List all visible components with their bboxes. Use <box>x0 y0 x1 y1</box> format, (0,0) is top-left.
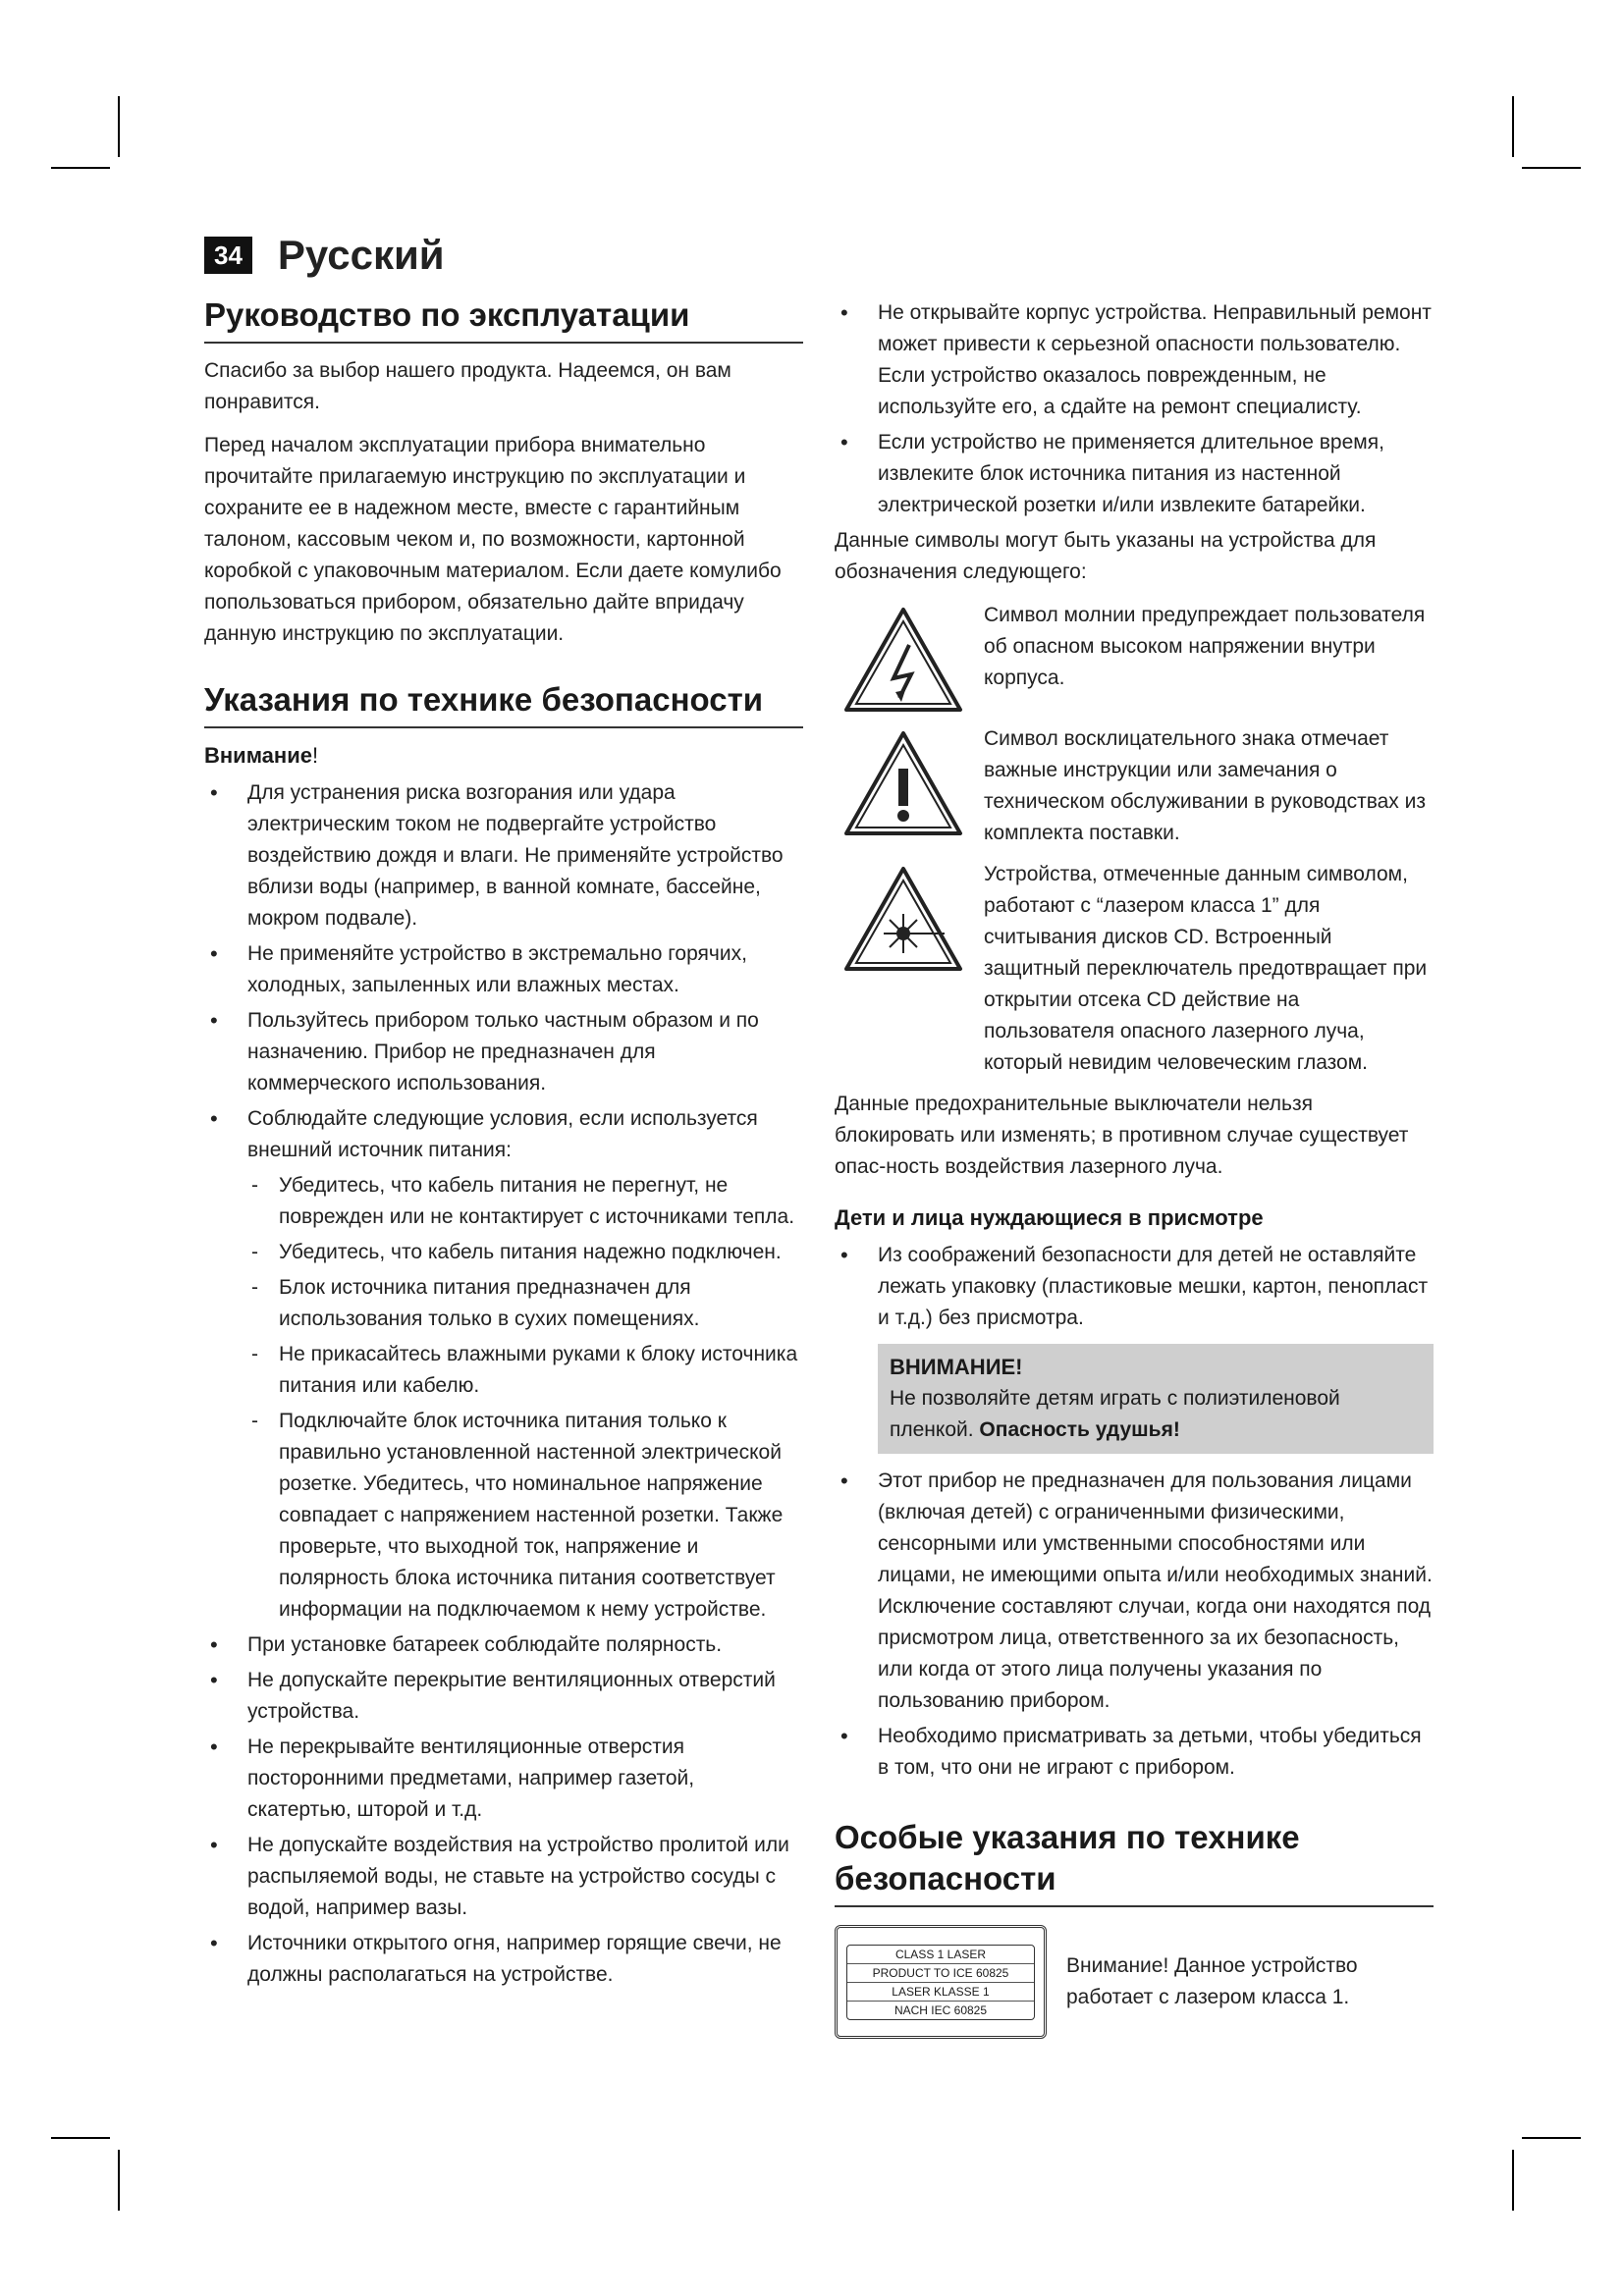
list-item: • Не допускайте воздействия на устройство пролитой или распыляемой воды, не ставьте на устройство сосуды с водой, например вазы. <box>204 1830 803 1924</box>
page-number: 34 <box>204 237 252 274</box>
power-supply-list <box>204 1170 803 1626</box>
list-item: - Блок источника питания предназначен для использования только в сухих помещениях. <box>204 1272 803 1335</box>
symbol-row <box>835 859 1434 1079</box>
safety-heading: Указания по технике безопасности <box>204 679 803 728</box>
symbol-description: Символ молнии предупреждает пользователя об опасном высоком напряжении внутри корпуса. <box>984 604 1426 689</box>
manual-heading: Руководство по эксплуатации <box>204 294 803 344</box>
crop-mark <box>1522 2137 1581 2139</box>
warning-title: ВНИМАНИЕ! <box>890 1355 1023 1379</box>
warning-body <box>890 1383 1422 1446</box>
language-title: Русский <box>277 232 445 278</box>
list-item: • Из соображений безопасности для детей не оставляйте лежать упаковку (пластиковые мешки, картон, пенопласт и т.д.) без присмотра. <box>835 1240 1434 1334</box>
special-safety-heading: Особые указания по технике безопасности <box>835 1817 1434 1907</box>
intro-paragraph-1: Спасибо за выбор нашего продукта. Надеемся, он вам понравится. <box>204 359 731 413</box>
list-item: • При установке батареек соблюдайте полярность. <box>204 1629 803 1661</box>
list-item: - Убедитесь, что кабель питания не перегнут, не поврежден или не контактирует с источниками тепла. <box>204 1170 803 1233</box>
list-item: • Если устройство не применяется длительное время, извлеките блок источника питания из настенной электрической розетки и/или извлеките батарейки. <box>835 427 1434 521</box>
laser-warning-icon <box>835 859 972 973</box>
symbol-row <box>835 723 1434 849</box>
crop-mark <box>51 2137 110 2139</box>
warning-emphasis: Опасность удушья! <box>979 1418 1180 1441</box>
safety-list-1 <box>204 777 803 1166</box>
symbol-row <box>835 600 1434 714</box>
crop-mark <box>1512 96 1514 157</box>
crop-mark <box>51 167 110 169</box>
children-list-2 <box>835 1466 1434 1784</box>
crop-mark <box>1512 2150 1514 2211</box>
list-item: - Не прикасайтесь влажными руками к блоку источника питания или кабелю. <box>204 1339 803 1402</box>
laser-class-label <box>835 1925 1047 2039</box>
safety-list-2 <box>204 1629 803 1991</box>
label-line: CLASS 1 LASER <box>847 1946 1034 1964</box>
laser-label-block <box>835 1925 1434 2039</box>
list-item: - Убедитесь, что кабель питания надежно подключен. <box>204 1237 803 1268</box>
list-item: • Необходимо присматривать за детьми, чтобы убедиться в том, что они не играют с прибором. <box>835 1721 1434 1784</box>
list-item: • Не применяйте устройство в экстремально горячих, холодных, запыленных или влажных местах. <box>204 938 803 1001</box>
list-item: - Подключайте блок источника питания только к правильно установленной настенной электрической розетке. Убедитесь, что номинальное напряжение совпадает с напряжением настенной розетки. Также проверьте, что выходной ток, напряжение и полярность блока источника питания соответствует информации на подключаемом к нему устройстве. <box>204 1406 803 1626</box>
crop-mark <box>118 2150 120 2211</box>
crop-mark <box>118 96 120 157</box>
warning-text: Не позволяйте детям играть с полиэтиленовой пленкой. <box>890 1387 1340 1441</box>
laser-note: Внимание! Данное устройство работает с лазером класса 1. <box>1066 1954 1358 2008</box>
children-list-1 <box>835 1240 1434 1334</box>
list-item: • Для устранения риска возгорания или удара электрическим током не подвергайте устройство воздействию дождя и влаги. Не применяйте устройство вблизи воды (например, в ванной комнате, бассейне, мокром подвале). <box>204 777 803 934</box>
list-item: • Не перекрывайте вентиляционные отверстия посторонними предметами, например газетой, скатертью, шторой и т.д. <box>204 1732 803 1826</box>
crop-mark <box>1522 167 1581 169</box>
symbols-intro: Данные символы могут быть указаны на устройства для обозначения следующего: <box>835 529 1377 583</box>
list-item: • Не допускайте перекрытие вентиляционных отверстий устройства. <box>204 1665 803 1728</box>
exclamation-warning-icon <box>835 723 972 837</box>
safety-list-3 <box>835 297 1434 521</box>
right-column <box>835 297 1434 2039</box>
symbol-description: Символ восклицательного знака отмечает важные инструкции или замечания о техническом обслуживании в руководствах из комплекта поставки. <box>984 727 1426 844</box>
interlock-paragraph: Данные предохранительные выключатели нельзя блокировать или изменять; в противном случае существует опас-ность воздействия лазерного луча. <box>835 1093 1409 1178</box>
intro-paragraph-2: Перед началом эксплуатации прибора внимательно прочитайте прилагаемую инструкцию по эксплуатации и сохраните ее в надежном месте, вместе с гарантийным талоном, кассовым чеком и, по возможности, картонной коробкой с упаковочным материалом. Если даете комулибо попользоваться прибором, обязательно дайте впридачу данную инструкцию по эксплуатации. <box>204 434 782 645</box>
attention-heading <box>204 740 803 772</box>
children-heading: Дети и лица нуждающиеся в присмотре <box>835 1205 1264 1230</box>
attention-label: Внимание <box>204 743 312 768</box>
page-header <box>204 232 445 279</box>
list-item: • Соблюдайте следующие условия, если используется внешний источник питания: <box>204 1103 803 1166</box>
list-item: • Не открывайте корпус устройства. Неправильный ремонт может привести к серьезной опасности пользователю. Если устройство оказалось поврежденным, не используйте его, а сдайте на ремонт специалисту. <box>835 297 1434 423</box>
lightning-warning-icon <box>835 600 972 714</box>
label-line: NACH IEC 60825 <box>893 2002 988 2017</box>
label-line: LASER KLASSE 1 <box>847 1983 1034 2002</box>
symbol-description: Устройства, отмеченные данным символом, работают с “лазером класса 1” для считывания дисков CD. Встроенный защитный переключатель предотвращает при открытии отсека CD действие на пользователя опасного лазерного луча, который невидим человеческим глазом. <box>984 863 1428 1074</box>
warning-box <box>878 1344 1434 1454</box>
attention-mark: ! <box>311 743 319 768</box>
list-item: • Пользуйтесь прибором только частным образом и по назначению. Прибор не предназначен для коммерческого использования. <box>204 1005 803 1099</box>
list-item: • Этот прибор не предназначен для пользования лицами (включая детей) с ограниченными физическими, сенсорными или умственными способностями или лицами, не имеющими опыта и/или необходимых знаний. Исключение составляют случаи, когда они находятся под присмотром лица, ответственного за их безопасность, или когда от этого лица получены указания по пользованию прибором. <box>835 1466 1434 1717</box>
list-item: • Источники открытого огня, например горящие свечи, не должны располагаться на устройстве. <box>204 1928 803 1991</box>
label-line: PRODUCT TO ICE 60825 <box>847 1964 1034 1983</box>
left-column <box>204 294 803 1995</box>
